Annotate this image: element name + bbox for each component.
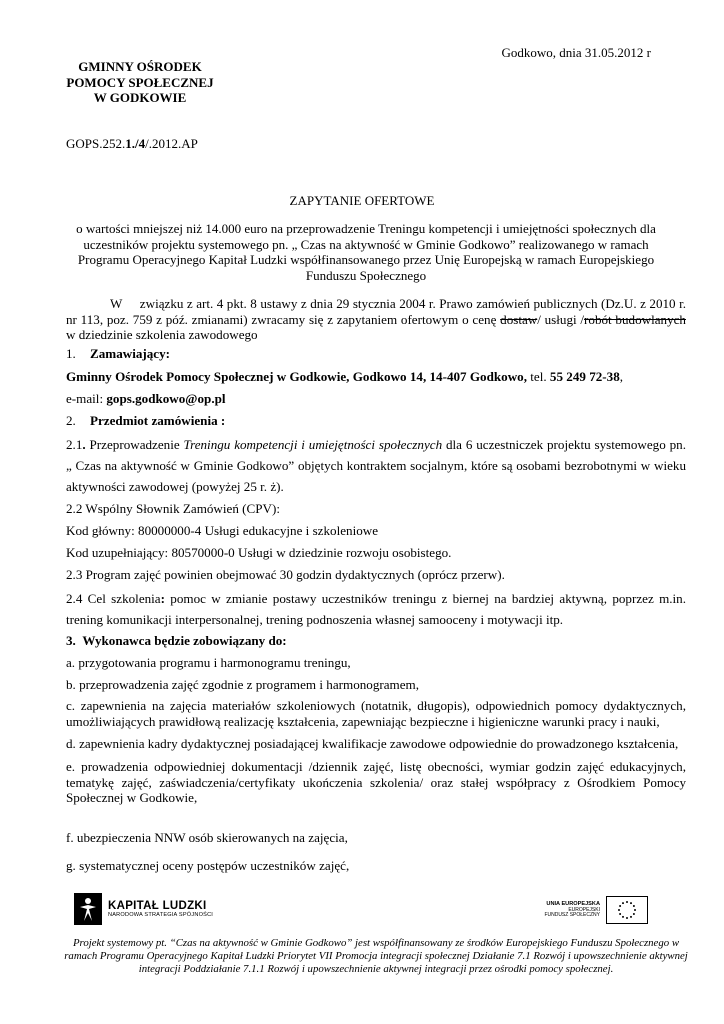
cpv-additional-code: Kod uzupełniający: 80570000-0 Usługi w dziedzinie rozwoju osobistego. bbox=[66, 545, 452, 560]
obligation-item: b. przeprowadzenia zajęć zgodnie z programem i harmonogramem, bbox=[66, 677, 420, 692]
reference-number: GOPS.252.1./4/.2012.AP bbox=[66, 136, 198, 151]
intro-paragraph: o wartości mniejszej niż 14.000 euro na przeprowadzenie Treningu kompetencji i umiejętności społecznych dla uczestników projektu systemowego pn. „ Czas na aktywność w Gminie Godkowo” realizowanego w ramach Programu Operacyjnego Kapitał Ludzki współfinansowanego przez Unię Europejską w ramach Europejskiego Funduszu Społecznego bbox=[76, 221, 656, 283]
eu-flag-icon bbox=[606, 896, 648, 924]
org-line: GMINNY OŚRODEK bbox=[78, 59, 202, 74]
kapital-ludzki-emblem-icon bbox=[74, 893, 102, 925]
contact-email: e-mail: gops.godkowo@op.pl bbox=[66, 391, 226, 406]
paragraph-2-3: 2.3 Program zajęć powinien obejmować 30 godzin dydaktycznych (oprócz przerw). bbox=[66, 567, 505, 582]
obligation-item: f. ubezpieczenia NNW osób skierowanych na zajęcia, bbox=[66, 830, 348, 845]
section-1-heading: 1. Zamawiający: bbox=[66, 346, 171, 361]
org-line: POMOCY SPOŁECZNEJ bbox=[66, 74, 214, 90]
cpv-main-code: Kod główny: 80000000-4 Usługi edukacyjne i szkoleniowe bbox=[66, 523, 379, 538]
kl-title: KAPITAŁ LUDZKI bbox=[108, 899, 207, 912]
eu-line2: EUROPEJSKI bbox=[568, 906, 600, 913]
paragraph-2-1: 2.1. Przeprowadzenie Treningu kompetencji i umiejętności społecznych dla 6 uczestniczek projektu systemowego pn. „ Czas na aktywność w Gminie Godkowo” objętych kontraktem socjalnym, które są osobami bezrobotnymi w wieku aktywności zawodowej (powyżej 25 r. ż). bbox=[66, 437, 686, 494]
section-2-heading: 2. Przedmiot zamówienia : bbox=[66, 413, 226, 428]
section-3-heading: 3. Wykonawca będzie zobowiązany do: bbox=[66, 633, 287, 648]
organization-header bbox=[60, 59, 220, 106]
kapital-ludzki-logo bbox=[74, 892, 274, 926]
document-title: ZAPYTANIE OFERTOWE bbox=[289, 193, 435, 208]
preamble-paragraph: W związku z art. 4 pkt. 8 ustawy z dnia 29 stycznia 2004 r. Prawo zamówień publicznych (Dz.U. z 2010 r. nr 113, poz. 759 z póź. zmianami) zwracamy się z zapytaniem ofertowym o cenę dostaw/ usługi /robót budowlanych w dziedzinie szkolenia zawodowego bbox=[66, 296, 686, 342]
paragraph-2-2: 2.2 Wspólny Słownik Zamówień (CPV): bbox=[66, 501, 280, 516]
kl-subtitle: NARODOWA STRATEGIA SPÓJNOŚCI bbox=[108, 912, 214, 919]
contracting-authority: Gminny Ośrodek Pomocy Społecznej w Godkowie, Godkowo 14, 14-407 Godkowo, tel. 55 249 72-38, bbox=[66, 369, 624, 384]
obligation-item: e. prowadzenia odpowiedniej dokumentacji /dziennik zajęć, listę obecności, wymiar godzin zajęć edukacyjnych, tematykę zajęć, zaświadczenia/certyfikaty ukończenia szkolenia/ oraz stałej współpracy z Ośrodkiem Pomocy Społecznej w Godkowie, bbox=[66, 759, 686, 805]
eu-line1: UNIA EUROPEJSKA bbox=[546, 900, 600, 907]
obligation-item: g. systematycznej oceny postępów uczestników zajęć, bbox=[66, 858, 350, 873]
footer-note: Projekt systemowy pt. “Czas na aktywność w Gminie Godkowo” jest współfinansowany ze środków Europejskiego Funduszu Społecznego w ramach Programu Operacyjnego Kapitał Ludzki Priorytet VII Promocja integracji społecznej Działanie 7.1 Rozwój i upowszechnienie aktywnej integracji Poddziałanie 7.1.1 Rozwój i upowszechnienie aktywnej integracji przez ośrodki pomocy społecznej. bbox=[64, 937, 688, 975]
obligation-item: a. przygotowania programu i harmonogramu treningu, bbox=[66, 655, 351, 670]
footer-logos bbox=[66, 890, 686, 930]
org-line: W GODKOWIE bbox=[93, 90, 187, 105]
document-date: Godkowo, dnia 31.05.2012 r bbox=[501, 45, 651, 60]
eu-logo bbox=[544, 896, 648, 924]
paragraph-2-4: 2.4 Cel szkolenia: pomoc w zmianie postawy uczestników treningu z biernej na bardziej aktywną, poprzez m.in. trening komunikacji interpersonalnej, trening podnoszenia własnej samooceny i motywacji itp. bbox=[66, 591, 686, 627]
obligation-item: c. zapewnienia na zajęcia materiałów szkoleniowych (notatnik, długopis), odpowiednich pomocy dydaktycznych, umożliwiających prawidłową realizację kształcenia, zapewniając bezpieczne i higieniczne warunki pracy i nauki, bbox=[66, 698, 686, 729]
obligation-item: d. zapewnienia kadry dydaktycznej posiadającej kwalifikacje zawodowe odpowiednie do prowadzonego kształcenia, bbox=[66, 736, 679, 751]
eu-line3: FUNDUSZ SPOŁECZNY bbox=[544, 911, 600, 918]
